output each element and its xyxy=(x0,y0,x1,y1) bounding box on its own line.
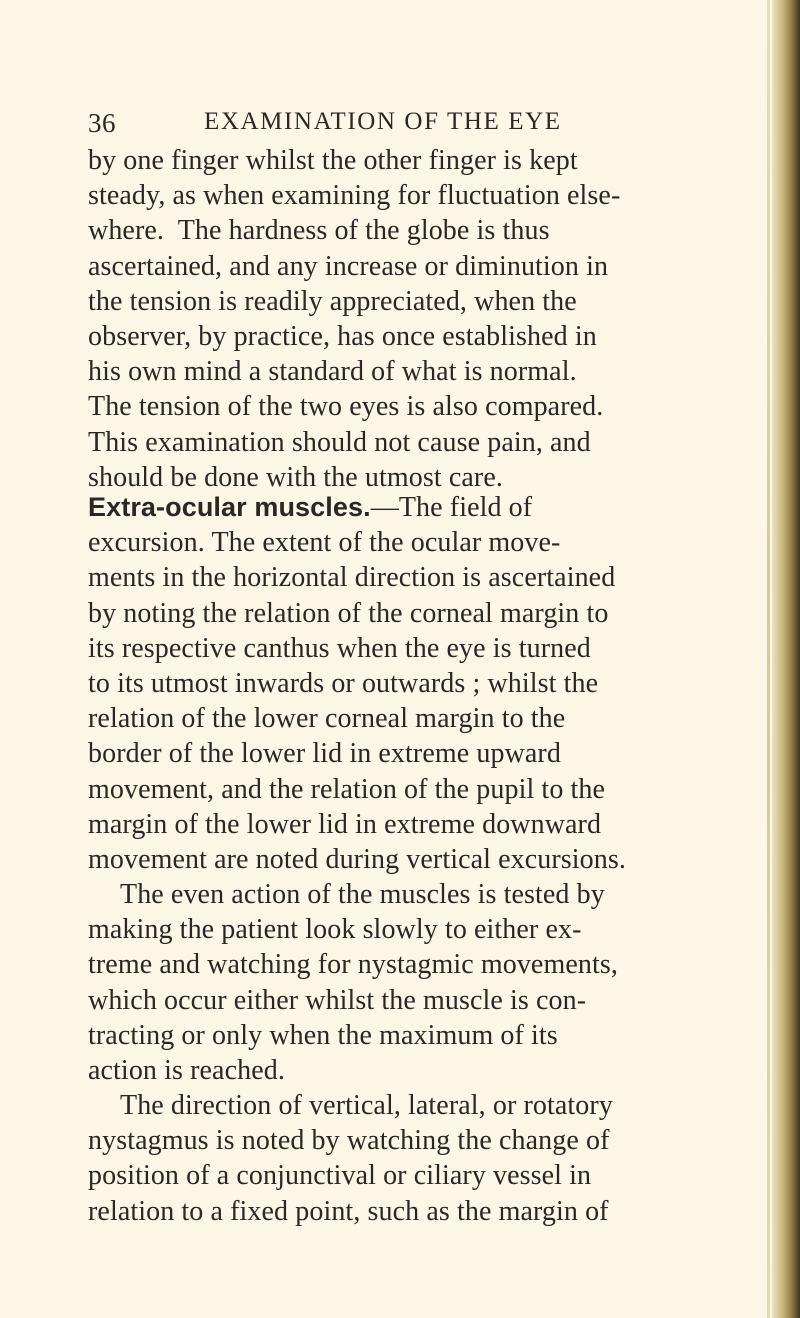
page-edge-line xyxy=(767,0,770,1318)
text-line: nystagmus is noted by watching the change of xyxy=(88,1125,610,1157)
text-line: steady, as when examining for fluctuation else- xyxy=(88,180,621,212)
text-line: ascertained, and any increase or diminution in xyxy=(88,250,609,282)
paragraph-extra-ocular-muscles xyxy=(88,490,728,877)
section-first-line xyxy=(88,490,728,525)
running-title: EXAMINATION OF THE EYE xyxy=(204,108,562,135)
section-first-line-text: —The field of xyxy=(370,492,533,523)
text-line: ments in the horizontal direction is ascertained xyxy=(88,562,616,594)
text-line: relation to a fixed point, such as the margin of xyxy=(88,1195,609,1227)
text-line: action is reached. xyxy=(88,1054,285,1086)
text-line: making the patient look slowly to either ex- xyxy=(88,914,582,946)
text-line: where. The hardness of the globe is thus xyxy=(88,215,550,247)
text-line: margin of the lower lid in extreme downward xyxy=(88,808,602,840)
text-line: by noting the relation of the corneal margin to xyxy=(88,597,609,629)
paragraph-nystagmus-direction xyxy=(88,1088,728,1229)
text-line: movement are noted during vertical excursions. xyxy=(88,843,626,875)
page-number: 36 xyxy=(88,108,116,138)
book-spine-edge xyxy=(772,0,800,1318)
paragraph-tension xyxy=(88,143,728,495)
section-heading: Extra-ocular muscles. xyxy=(88,492,371,522)
text-line: its respective canthus when the eye is turned xyxy=(88,632,591,664)
text-line: excursion. The extent of the ocular move- xyxy=(88,527,561,559)
page-header xyxy=(88,108,728,142)
text-line: border of the lower lid in extreme upward xyxy=(88,738,561,770)
text-line: movement, and the relation of the pupil to the xyxy=(88,773,606,805)
text-line: treme and watching for nystagmic movements, xyxy=(88,949,618,981)
text-line: observer, by practice, has once established in xyxy=(88,320,597,352)
text-line: This examination should not cause pain, and xyxy=(88,426,591,458)
paragraph-even-action xyxy=(88,877,728,1088)
text-line: position of a conjunctival or ciliary vessel in xyxy=(88,1160,592,1192)
text-line: The even action of the muscles is tested by xyxy=(120,879,605,910)
text-line: tracting or only when the maximum of its xyxy=(88,1019,558,1051)
text-line: by one finger whilst the other finger is kept xyxy=(88,145,578,176)
text-line: his own mind a standard of what is normal. xyxy=(88,356,577,388)
text-line: The direction of vertical, lateral, or rotatory xyxy=(120,1090,613,1121)
text-line: the tension is readily appreciated, when the xyxy=(88,285,577,317)
text-line: The tension of the two eyes is also compared. xyxy=(88,391,604,423)
text-line: to its utmost inwards or outwards ; whilst the xyxy=(88,667,599,699)
text-line: which occur either whilst the muscle is con- xyxy=(88,984,587,1016)
text-line: relation of the lower corneal margin to the xyxy=(88,703,566,735)
text-line: should be done with the utmost care. xyxy=(88,461,503,493)
